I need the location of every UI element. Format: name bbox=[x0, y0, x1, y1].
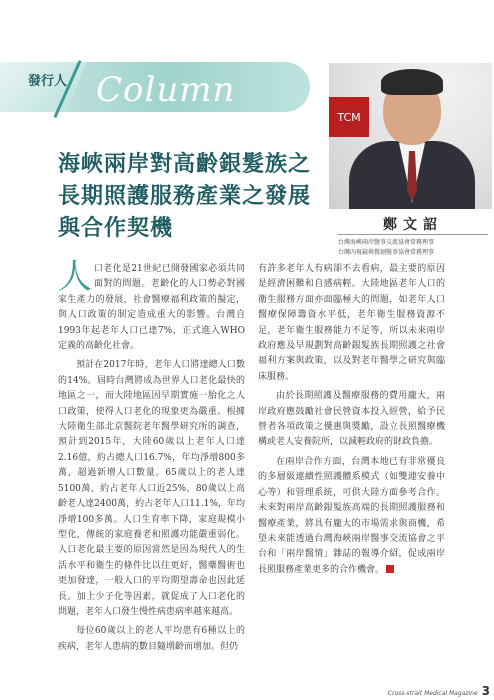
author-name: 鄭文詔 bbox=[383, 217, 443, 233]
background-sign: TCM bbox=[329, 97, 369, 137]
page-number: 3 bbox=[481, 684, 490, 698]
author-role-2: 台灣內視鏡與微創醫事協會常務理事 bbox=[338, 249, 435, 256]
paragraph bbox=[58, 257, 245, 354]
author-divider bbox=[338, 234, 488, 235]
paragraph bbox=[258, 455, 445, 578]
paragraph: 每位60歲以上的老人平均患有6種以上的疾病，老年人患病的數目隨增齡而增加。但仍 bbox=[58, 626, 245, 652]
body-column-left bbox=[58, 257, 245, 659]
paragraph: 有許多老年人有病卻不去看病，最主要的原因是經濟困難和自感病輕。大陸地區老年人口的衛生服務方面亦面臨極大的問題，如老年人口醫療保障籌資水平低，老年衛生服務資源不足，老年衛生服務能力不足等，所以未來兩岸政府應及早規劃對高齡銀髮族長期照護之社會福利方案與政策，以及對老年醫學之研究與臨床服務。 bbox=[258, 264, 445, 382]
title-line-1: 海峽兩岸對高齡銀髮族之 bbox=[58, 151, 312, 177]
author-role-1: 台灣海峽兩岸醫事交流協會常務理事 bbox=[338, 239, 435, 246]
title-line-2: 長期照護服務產業之發展 bbox=[58, 183, 312, 209]
section-label: 發行人 bbox=[28, 74, 68, 89]
paragraph: 預計在2017年時，老年人口將達總人口數的14%。屆時台灣將成為世界人口老化最快的地區之一，而大陸地區因早期實施一胎化之人口政策，使得人口老化的現象更為嚴重。根據大陸衛生部北京醫院老年醫學研究所的調查，預計到2015年，大陸60歲以上老年人口達2.16億，約占總人口16.7%，年均淨增800多萬，超過新增人口數量。65歲以上的老人達5100萬，約占老年人口近25%，80歲以上高齡老人達2400萬，約占老年人口11.1%，年均淨增100多萬。人口生育率下降，家庭規模小型化，傳統的家庭養老和照護功能嚴重弱化。人口老化最主要的原因當然是因為現代人的生活水平和衛生的條件比以往更好，醫藥醫術也更加發達，一般人口的平均期望壽命也因此延長。加上少子化等因素，就促成了人口老化的問題，老年人口發生慢性病患病率越來越高。 bbox=[58, 360, 245, 617]
author-roles bbox=[338, 238, 488, 258]
section-word: Column bbox=[96, 70, 236, 110]
paragraph-text: 在兩岸合作方面，台灣本地已有非常優良的多層級連續性照護體系模式（如雙連安養中心等）和管理系統，可供大陸方面參考合作。未來對兩岸高齡銀髮族高端的長期照護服務和醫療產業，將具有龐大的市場需求與商機，希望未來能透過台灣海峽兩岸醫事交流協會之平台和「兩岸醫情」雜誌的報導介紹，促成兩岸長照服務產業更多的合作機會。 bbox=[258, 456, 445, 575]
drop-cap: 人 bbox=[58, 257, 92, 297]
end-mark-icon: + bbox=[386, 565, 394, 573]
title-line-3: 與合作契機 bbox=[58, 215, 174, 241]
body-column-right bbox=[258, 262, 445, 582]
paragraph: 由於長期照護及醫療服務的費用龐大，兩岸政府應鼓勵社會民營資本投入經營，給予民營者各項政策之優惠與獎勵，設立長照醫療機構或老人安養院所，以減輕政府的財政負擔。 bbox=[258, 391, 445, 448]
paragraph-text: 口老化是21世紀已開發國家必須共同面對的問題。老齡化的人口勢必對國家生產力的發展，社會醫療福利政策的擬定，與人口政策的制定造成重大的影響。台灣自1993年起老年人口已達7%，正式進入WHO定義的高齡化社會。 bbox=[58, 264, 245, 352]
hair bbox=[381, 69, 443, 95]
magazine-name: Cross-strait Medical Magazine bbox=[387, 690, 478, 697]
article-title bbox=[58, 148, 328, 244]
page-footer bbox=[340, 680, 490, 699]
author-photo bbox=[329, 63, 492, 209]
